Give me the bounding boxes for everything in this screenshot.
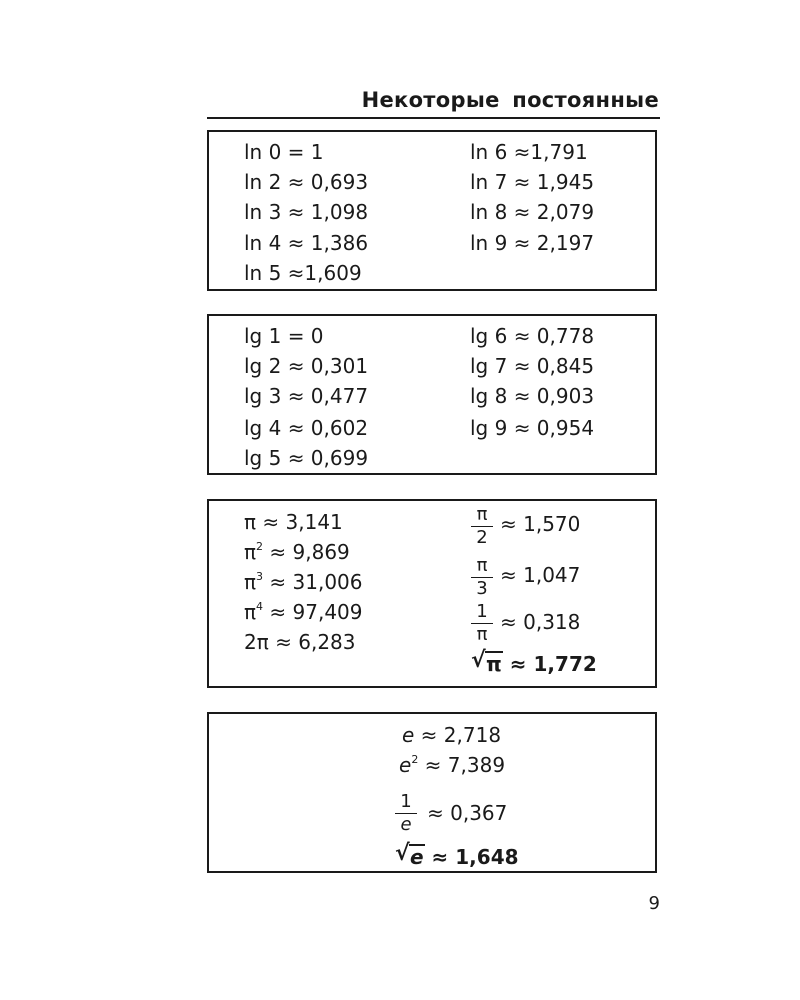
pi-cubed-base: π [244, 570, 257, 594]
pi-over-2-den: 2 [476, 527, 488, 548]
pi-fourth-exp: 4 [256, 600, 264, 613]
pi-over-2-fraction [471, 505, 493, 548]
e-symbol: e [402, 723, 415, 747]
ln-7: ln 7 ≈ 1,945 [470, 170, 595, 194]
lg-4: lg 4 ≈ 0,602 [244, 416, 369, 440]
ln-8: ln 8 ≈ 2,079 [470, 200, 595, 224]
e-value [402, 723, 501, 747]
lg-5: lg 5 ≈ 0,699 [244, 446, 369, 470]
one-over-pi-den: π [476, 624, 488, 645]
pi-over-2-num: π [471, 505, 493, 527]
lg-constants-box [207, 314, 657, 475]
lg-3: lg 3 ≈ 0,477 [244, 384, 369, 408]
one-over-e-den: e [400, 814, 412, 835]
pi-over-3-num: π [471, 556, 493, 578]
e-squared [399, 753, 505, 777]
pi-cubed-val: ≈ 31,006 [263, 570, 363, 594]
ln-5: ln 5 ≈1,609 [244, 261, 362, 285]
pi-over-2-value: ≈ 1,570 [500, 512, 581, 536]
e-constants-box [207, 712, 657, 873]
sqrt-e-arg: e [410, 845, 424, 869]
e-squared-val: ≈ 7,389 [418, 753, 506, 777]
page-number: 9 [648, 893, 660, 914]
sqrt-pi-value: ≈ 1,772 [502, 652, 597, 676]
two-pi: 2π ≈ 6,283 [244, 630, 356, 654]
ln-0: ln 0 = 1 [244, 140, 324, 164]
pi-squared-exp: 2 [256, 540, 264, 553]
one-over-pi-value: ≈ 0,318 [500, 610, 581, 634]
pi-over-3-den: 3 [476, 578, 488, 599]
sqrt-pi-arg: π [486, 652, 502, 676]
pi-squared-val: ≈ 9,869 [263, 540, 350, 564]
one-over-e-num: 1 [395, 792, 417, 814]
sqrt-e-radical [395, 841, 425, 869]
pi-squared-base: π [244, 540, 257, 564]
sqrt-symbol-icon: √ [395, 841, 410, 866]
one-over-pi-num: 1 [471, 602, 493, 624]
e-squared-base: e [399, 753, 412, 777]
e-squared-exp: 2 [411, 753, 419, 766]
e-value-num: ≈ 2,718 [414, 723, 502, 747]
lg-9: lg 9 ≈ 0,954 [470, 416, 595, 440]
pi-cubed [244, 570, 363, 594]
pi-squared [244, 540, 350, 564]
lg-2: lg 2 ≈ 0,301 [244, 354, 369, 378]
pi-fourth [244, 600, 363, 624]
header-divider [207, 117, 660, 119]
ln-6: ln 6 ≈1,791 [470, 140, 588, 164]
ln-2: ln 2 ≈ 0,693 [244, 170, 369, 194]
pi-fourth-base: π [244, 600, 257, 624]
sqrt-pi-radical [471, 648, 503, 676]
lg-6: lg 6 ≈ 0,778 [470, 324, 595, 348]
pi-over-3-value: ≈ 1,047 [500, 563, 581, 587]
ln-constants-box [207, 130, 657, 291]
pi-over-3-fraction [471, 556, 493, 599]
lg-7: lg 7 ≈ 0,845 [470, 354, 595, 378]
one-over-e-value: ≈ 0,367 [427, 801, 508, 825]
pi-value: π ≈ 3,141 [244, 510, 343, 534]
one-over-e-fraction [395, 792, 417, 835]
pi-constants-box [207, 499, 657, 688]
sqrt-e-value: ≈ 1,648 [424, 845, 519, 869]
pi-fourth-val: ≈ 97,409 [263, 600, 363, 624]
pi-cubed-exp: 3 [256, 570, 264, 583]
sqrt-symbol-icon: √ [471, 648, 486, 673]
ln-4: ln 4 ≈ 1,386 [244, 231, 369, 255]
lg-1: lg 1 = 0 [244, 324, 324, 348]
lg-8: lg 8 ≈ 0,903 [470, 384, 595, 408]
ln-3: ln 3 ≈ 1,098 [244, 200, 369, 224]
ln-9: ln 9 ≈ 2,197 [470, 231, 595, 255]
one-over-pi-fraction [471, 602, 493, 645]
sqrt-pi [471, 648, 597, 676]
sqrt-e [395, 841, 519, 869]
page-title: Некоторые постоянные [361, 88, 659, 112]
